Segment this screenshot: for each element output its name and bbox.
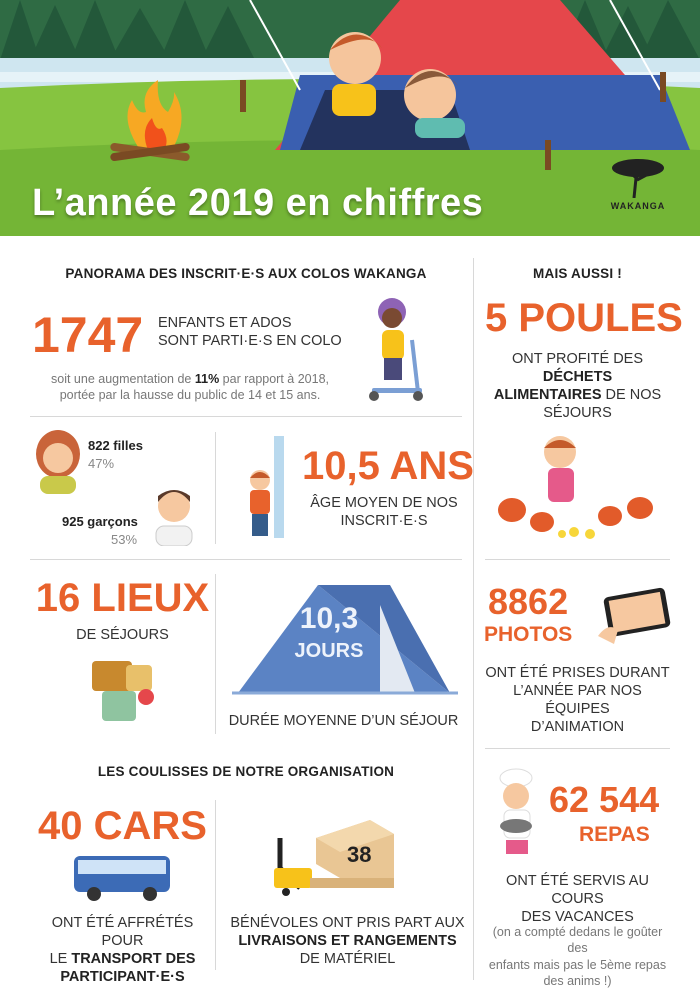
children-label: ENFANTS ET ADOS SONT PARTI·E·S EN COLO: [158, 315, 342, 350]
buses-label: ONT ÉTÉ AFFRÉTÉS POUR LE TRANSPORT DES PARTICIPANT·E·S: [49, 915, 196, 986]
column-divider: [473, 258, 474, 980]
meals-word: REPAS: [579, 823, 650, 846]
brand-name: WAKANGA: [610, 201, 666, 211]
girls-count: 822 filles: [88, 438, 143, 453]
divider: [215, 432, 216, 544]
hens-girl-icon: [490, 430, 665, 540]
divider: [215, 574, 216, 734]
divider: [30, 416, 462, 417]
section-heading-panorama: PANORAMA DES INSCRIT·E·S AUX COLOS WAKANGA: [65, 266, 427, 281]
hens-label: ONT PROFITÉ DES DÉCHETS ALIMENTAIRES DE NOS SÉJOURS: [493, 351, 662, 422]
average-age-label: ÂGE MOYEN DE NOS INSCRIT·E·S: [310, 495, 458, 530]
bus-icon: [70, 850, 174, 904]
section-heading-aside: MAIS AUSSI !: [533, 266, 622, 281]
tree-logo-icon: [604, 158, 672, 198]
divider: [485, 748, 670, 749]
phone-photo-icon: [598, 586, 674, 644]
height-measure-icon: [244, 436, 292, 540]
cook-kid-icon: [488, 768, 546, 860]
buses-count: 40 CARS: [38, 804, 207, 848]
photos-label: ONT ÉTÉ PRISES DURANT L’ANNÉE PAR NOS ÉQUIPES D’ANIMATION: [485, 665, 670, 736]
pallet-boxes-icon: [270, 808, 400, 896]
children-count: 1747: [32, 307, 144, 363]
luggage-icon: [88, 655, 160, 727]
boys-percent: 53%: [111, 532, 138, 547]
divider: [30, 559, 462, 560]
section-heading-coulisses: LES COULISSES DE NOTRE ORGANISATION: [97, 764, 395, 779]
duration-value: 10,3: [299, 602, 359, 635]
average-age: 10,5 ANS: [302, 444, 474, 488]
duration-unit: JOURS: [294, 640, 364, 662]
meals-count: 62 544: [549, 779, 660, 820]
photos-word: PHOTOS: [484, 623, 573, 646]
volunteers-count: 38: [347, 842, 372, 867]
brand-logo: [604, 158, 672, 211]
meals-label: ONT ÉTÉ SERVIS AU COURS DES VACANCES: [506, 873, 649, 926]
divider: [485, 559, 670, 560]
photos-count: 8862: [488, 581, 569, 622]
girls-percent: 47%: [88, 456, 115, 471]
volunteers-label: BÉNÉVOLES ONT PRIS PART AUX LIVRAISONS ET RANGEMENTS DE MATÉRIEL: [230, 915, 465, 968]
boys-count: 925 garçons: [62, 514, 138, 529]
girl-avatar-icon: [34, 430, 82, 494]
duration-label: DURÉE MOYENNE D’UN SÉJOUR: [228, 713, 459, 729]
places-label: DE SÉJOURS: [76, 627, 169, 643]
page-title: L’année 2019 en chiffres: [32, 182, 484, 224]
scooter-kid-icon: [362, 294, 432, 402]
boy-avatar-icon: [150, 482, 198, 546]
places-count: 16 LIEUX: [35, 576, 210, 620]
divider: [215, 800, 216, 970]
tent-icon: [230, 575, 462, 701]
hens-count: 5 POULES: [485, 296, 683, 340]
growth-note: soit une augmentation de 11% par rapport à 2018, portée par la hausse du public de 14 et 15 ans.: [51, 372, 329, 403]
meals-note: (on a compté dedans le goûter des enfants mais pas le 5ème repas des anims !): [488, 925, 667, 988]
